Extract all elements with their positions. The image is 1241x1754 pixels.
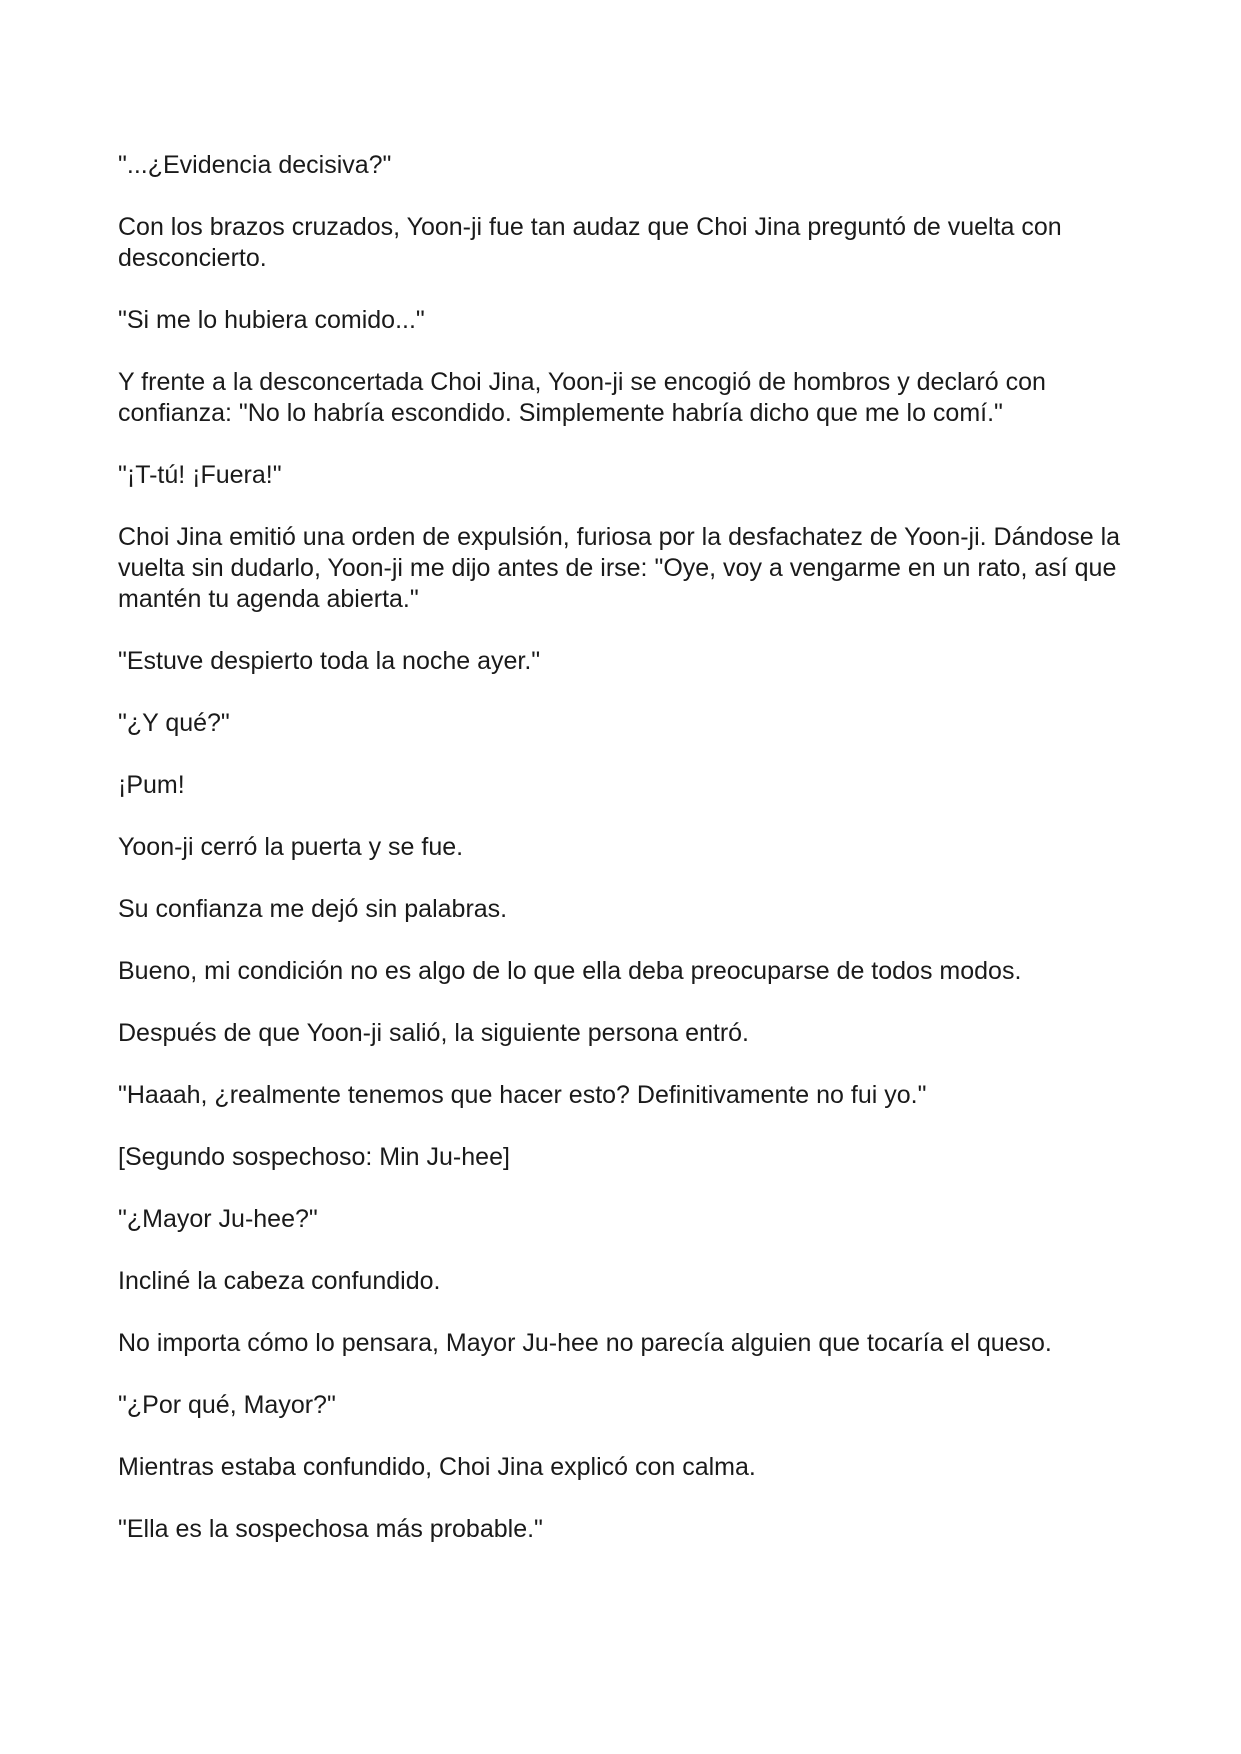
paragraph: Yoon-ji cerró la puerta y se fue.: [118, 833, 464, 861]
paragraph: "¿Por qué, Mayor?": [118, 1391, 336, 1419]
paragraph: Su confianza me dejó sin palabras.: [118, 895, 508, 923]
paragraph: "¿Mayor Ju-hee?": [118, 1205, 318, 1233]
paragraph: Incliné la cabeza confundido.: [118, 1267, 441, 1295]
paragraph: "Estuve despierto toda la noche ayer.": [118, 647, 541, 675]
paragraph: [Segundo sospechoso: Min Ju-hee]: [118, 1143, 510, 1171]
paragraph: "Si me lo hubiera comido...": [118, 306, 425, 334]
paragraph: Choi Jina emitió una orden de expulsión, furiosa por la desfachatez de Yoon-ji. Dándose la vuelta sin dudarlo, Yoon-ji me dijo antes de irse: "Oye, voy a vengarme en un rato, así que mantén tu agenda abierta.": [118, 523, 1121, 613]
paragraph: "Ella es la sospechosa más probable.": [118, 1515, 543, 1543]
paragraph: Bueno, mi condición no es algo de lo que ella deba preocuparse de todos modos.: [118, 957, 1022, 985]
paragraph: Y frente a la desconcertada Choi Jina, Yoon-ji se encogió de hombros y declaró con confianza: "No lo habría escondido. Simplemente habría dicho que me lo comí.": [118, 368, 1046, 427]
paragraph: "¿Y qué?": [118, 709, 230, 737]
paragraph: "¡T-tú! ¡Fuera!": [118, 461, 282, 489]
paragraph: "Haaah, ¿realmente tenemos que hacer esto? Definitivamente no fui yo.": [118, 1081, 927, 1109]
paragraph: Mientras estaba confundido, Choi Jina explicó con calma.: [118, 1453, 756, 1481]
paragraph: ¡Pum!: [118, 771, 185, 799]
paragraph: Con los brazos cruzados, Yoon-ji fue tan audaz que Choi Jina preguntó de vuelta con desconcierto.: [118, 213, 1062, 272]
paragraph: No importa cómo lo pensara, Mayor Ju-hee no parecía alguien que tocaría el queso.: [118, 1329, 1052, 1357]
paragraph: "...¿Evidencia decisiva?": [118, 151, 392, 179]
document-body: [118, 150, 1128, 1545]
paragraph: Después de que Yoon-ji salió, la siguiente persona entró.: [118, 1019, 749, 1047]
